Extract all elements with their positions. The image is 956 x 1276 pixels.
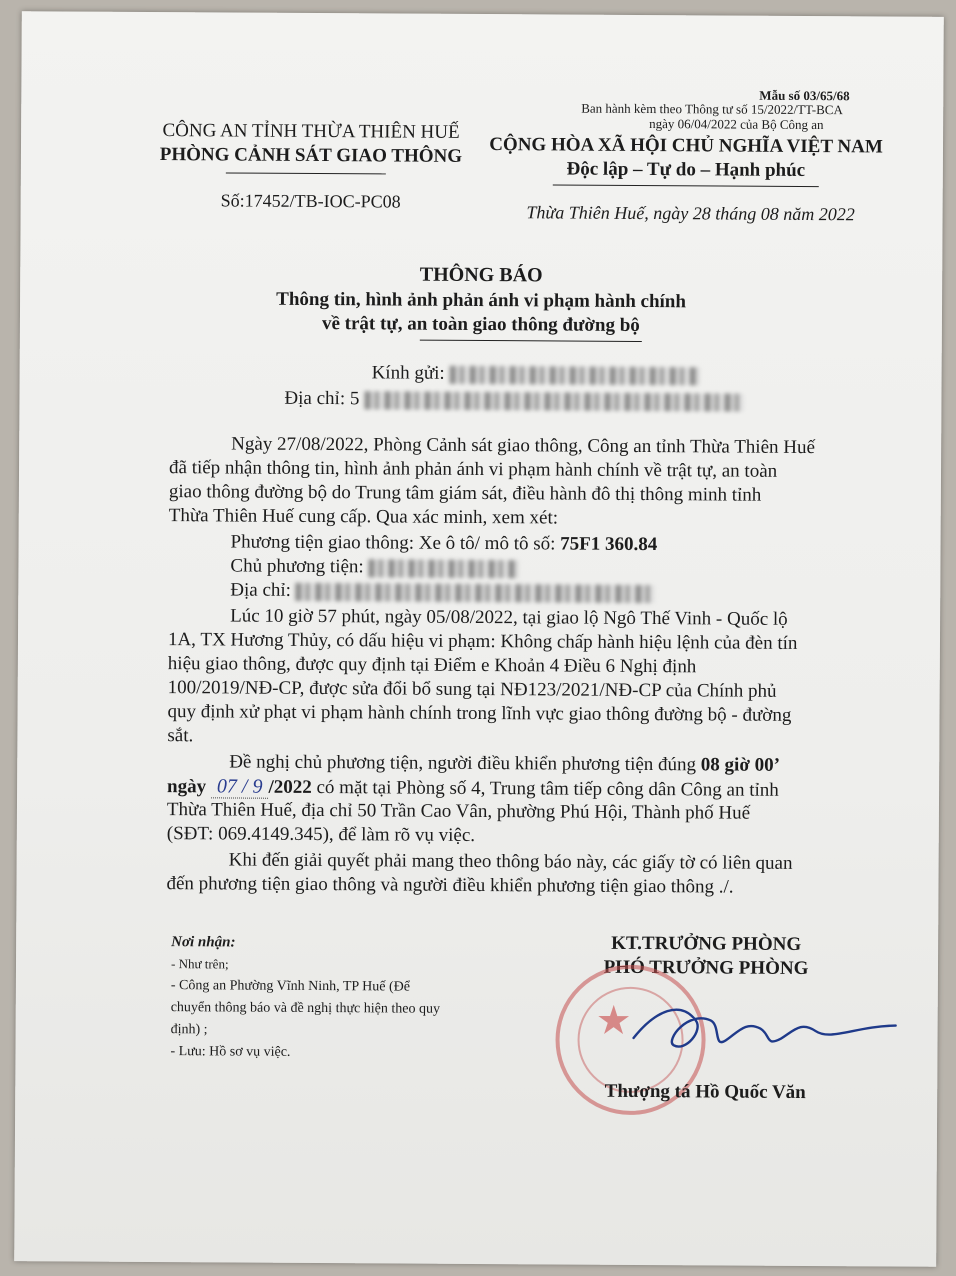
p2-line6: sắt.: [167, 725, 194, 747]
appointment-day-label: ngày: [167, 776, 207, 798]
p3-line1-text: Đề nghị chủ phương tiện, người điều khiển phương tiện đúng: [229, 751, 701, 776]
signature-stroke: [634, 1009, 896, 1047]
recipient-address-line: [284, 387, 744, 414]
doc-number: Số:17452/TB-IOC-PC08: [220, 190, 401, 212]
p1-line2: đã tiếp nhận thông tin, hình ảnh phản ánh vi phạm hành chính về trật tự, an toàn: [168, 457, 778, 482]
issued-with-line2: ngày 06/04/2022 của Bộ Công an: [649, 116, 824, 133]
signer-name: Thượng tá Hồ Quốc Văn: [604, 1080, 806, 1104]
vehicle-line: [231, 530, 658, 557]
p2-line4: 100/2019/NĐ-CP, được sửa đổi bổ sung tại NĐ123/2021/NĐ-CP của Chính phủ: [167, 677, 777, 702]
sign-title-2: PHÓ TRƯỞNG PHÒNG: [603, 956, 809, 980]
p2-line5: quy định xử phạt vi phạm hành chính trong lĩnh vực giao thông đường bộ - đường: [167, 701, 792, 726]
recipient-item-2-end: định) ;: [170, 1022, 208, 1038]
agency-underline: [226, 172, 386, 174]
owner-label: Chủ phương tiện:: [230, 555, 364, 578]
p3-line2-text: có mặt tại Phòng số 4, Trung tâm tiếp công dân Công an tỉnh: [311, 776, 779, 801]
recipient-line: [372, 361, 700, 387]
redacted-recipient: [449, 365, 699, 385]
seal-star-icon: ★: [595, 997, 632, 1043]
redacted-owner-address: [296, 583, 656, 603]
recipient-item-2-cont: chuyển thông báo và đề nghị thực hiện theo quy: [170, 1000, 441, 1017]
p2-line3: hiệu giao thông, được quy định tại Điểm e Khoản 4 Điều 6 Nghị định: [167, 653, 697, 678]
recipient-item-3: - Lưu: Hồ sơ vụ việc.: [170, 1044, 291, 1060]
owner-address-line: [230, 578, 656, 605]
form-number: Mẫu số 03/65/68: [759, 87, 850, 104]
doc-title: THÔNG BÁO: [419, 263, 543, 287]
recipient-address-label: Địa chỉ: 5: [284, 387, 360, 410]
handwritten-date: 07 / 9: [211, 775, 269, 798]
p1-line4: Thừa Thiên Huế cung cấp. Qua xác minh, xem xét:: [168, 505, 559, 529]
issued-with-line1: Ban hành kèm theo Thông tư số 15/2022/TT-BCA: [581, 100, 843, 118]
place-date: Thừa Thiên Huế, ngày 28 tháng 08 năm 2022: [526, 202, 855, 225]
agency-name: PHÒNG CẢNH SÁT GIAO THÔNG: [159, 144, 463, 167]
appointment-time: 08 giờ 00’: [700, 754, 781, 776]
motto-underline: [553, 184, 819, 187]
redacted-address: [364, 391, 744, 411]
recipient-label: Kính gửi:: [371, 362, 445, 384]
recipient-item-1: - Như trên;: [170, 956, 229, 972]
agency-parent: CÔNG AN TỈNH THỪA THIÊN HUẾ: [162, 120, 460, 143]
redacted-owner: [368, 559, 518, 578]
p2-line1: Lúc 10 giờ 57 phút, ngày 05/08/2022, tại giao lộ Ngô Thế Vinh - Quốc lộ: [230, 605, 788, 630]
vehicle-label: Phương tiện giao thông: Xe ô tô/ mô tô số:: [230, 531, 561, 555]
p4-line2: đến phương tiện giao thông và người điều khiển phương tiện giao thông ./.: [166, 873, 734, 898]
p4-line1: Khi đến giải quyết phải mang theo thông báo này, các giấy tờ có liên quan: [228, 849, 793, 874]
country-name: CỘNG HÒA XÃ HỘI CHỦ NGHĨA VIỆT NAM: [489, 134, 883, 158]
p1-line1: Ngày 27/08/2022, Phòng Cảnh sát giao thông, Công an tỉnh Thừa Thiên Huế: [231, 433, 816, 459]
p3-line4: (SĐT: 069.4149.345), để làm rõ vụ việc.: [166, 823, 476, 846]
p3-line1: [229, 750, 780, 777]
p1-line3: giao thông đường bộ do Trung tâm giám sát, điều hành đô thị thông minh tỉnh: [168, 481, 762, 506]
owner-line: [230, 554, 518, 580]
sign-title-1: KT.TRƯỞNG PHÒNG: [611, 932, 802, 955]
recipient-item-2: - Công an Phường Vĩnh Ninh, TP Huế (Để: [170, 978, 411, 995]
recipients-title: Nơi nhận:: [171, 934, 236, 951]
national-motto: Độc lập – Tự do – Hạnh phúc: [566, 158, 806, 181]
title-underline: [420, 340, 642, 342]
doc-subtitle-2: về trật tự, an toàn giao thông đường bộ: [321, 313, 640, 336]
document-page: [14, 11, 944, 1267]
owner-address-label: Địa chỉ:: [230, 579, 292, 601]
signature: [625, 990, 905, 1062]
p2-line2: 1A, TX Hương Thủy, có dấu hiệu vi phạm: Không chấp hành hiệu lệnh của đèn tín: [167, 629, 798, 654]
appointment-year: /2022: [268, 776, 312, 798]
p3-line3: Thừa Thiên Huế, địa chỉ 50 Trần Cao Vân, phường Phú Hội, Thành phố Huế: [166, 799, 751, 824]
vehicle-plate: 75F1 360.84: [560, 533, 658, 556]
doc-subtitle-1: Thông tin, hình ảnh phản ánh vi phạm hành chính: [276, 288, 687, 313]
